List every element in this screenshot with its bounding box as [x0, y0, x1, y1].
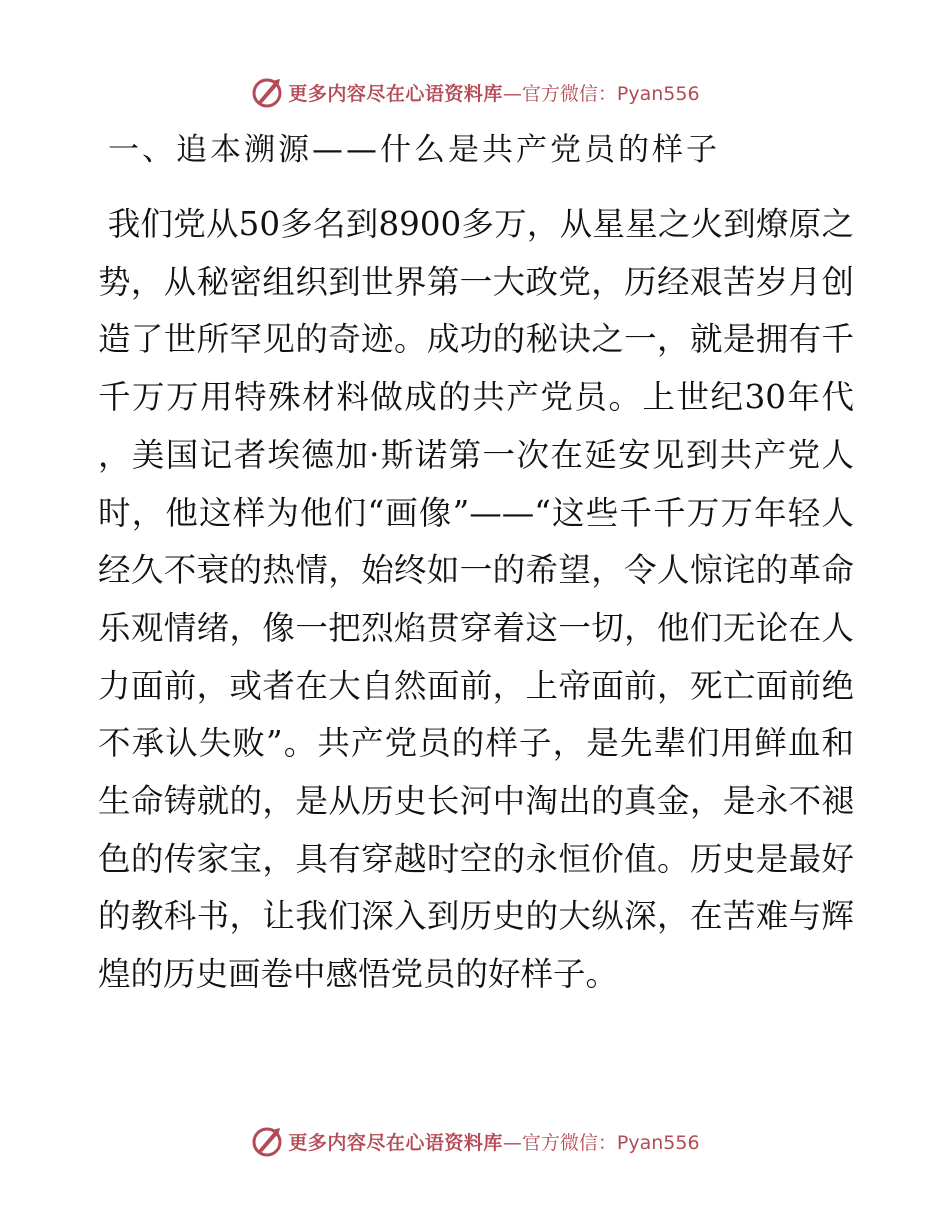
header-watermark — [0, 72, 950, 112]
footer-watermark — [0, 1121, 950, 1161]
watermark-contact-text: —官方微信：Pyan556 — [502, 1131, 700, 1154]
watermark-brand-text: 更多内容尽在心语资料库 — [288, 1131, 503, 1154]
watermark-contact-text: —官方微信：Pyan556 — [502, 82, 700, 105]
body-paragraph: 我们党从50多名到8900多万，从星星之火到燎原之势，从秘密组织到世界第一大政党，历经艰苦岁月创造了世所罕见的奇迹。成功的秘诀之一，就是拥有千千万万用特殊材料做成的共产党员。上世纪30年代，美国记者埃德加·斯诺第一次在延安见到共产党人时，他这样为他们“画像”——“这些千千万万年轻人经久不衰的热情，始终如一的希望，令人惊诧的革命乐观情绪，像一把烈焰贯穿着这一切，他们无论在人力面前，或者在大自然面前，上帝面前，死亡面前绝不承认失败”。共产党员的样子，是先辈们用鲜血和生命铸就的，是从历史长河中淘出的真金，是永不褪色的传家宝，具有穿越时空的永恒价值。历史是最好的教科书，让我们深入到历史的大纵深，在苦难与辉煌的历史画卷中感悟党员的好样子。 — [98, 205, 854, 994]
watermark-brand-text: 更多内容尽在心语资料库 — [288, 82, 503, 105]
quill-circle-icon — [250, 1124, 284, 1158]
quill-circle-icon — [250, 75, 284, 109]
section-heading: 一、追本溯源——什么是共产党员的样子 — [108, 132, 720, 168]
